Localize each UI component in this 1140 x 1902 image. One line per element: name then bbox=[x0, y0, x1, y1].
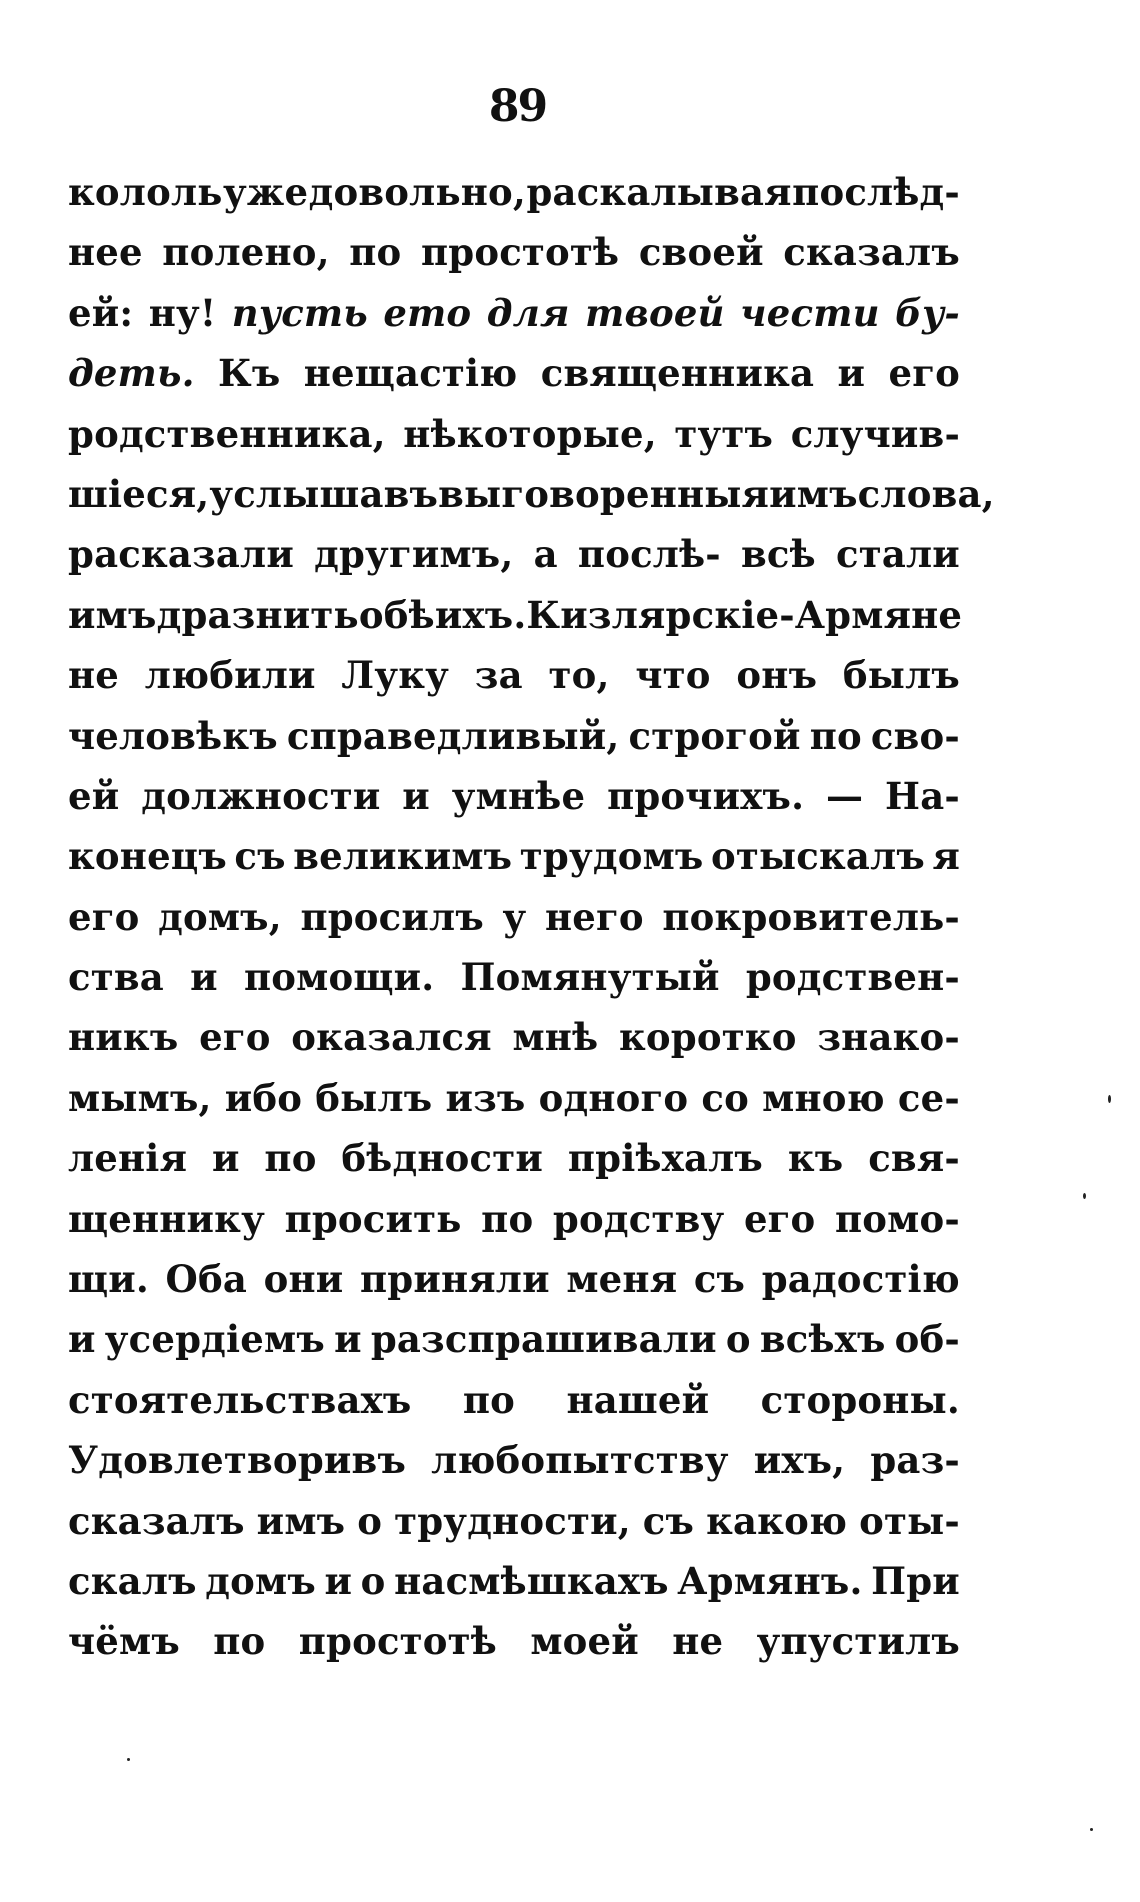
word: сказалъ bbox=[68, 1498, 245, 1543]
text-line bbox=[68, 706, 960, 766]
word: уже bbox=[223, 170, 309, 214]
word: помощи. bbox=[243, 955, 435, 1000]
word: ихъ, bbox=[753, 1438, 846, 1483]
word: шіеся, bbox=[68, 471, 210, 516]
word: по bbox=[213, 1619, 266, 1664]
word: помо- bbox=[835, 1196, 960, 1241]
word: по bbox=[462, 1377, 516, 1422]
text-line bbox=[68, 585, 963, 645]
text-line bbox=[68, 343, 960, 403]
word: Луку bbox=[341, 653, 450, 698]
word: его bbox=[743, 1196, 816, 1241]
word: со bbox=[701, 1075, 750, 1120]
word: твоей bbox=[585, 290, 725, 335]
word: о bbox=[360, 1558, 386, 1603]
word: родственника, bbox=[68, 411, 386, 456]
word: мною bbox=[762, 1075, 885, 1120]
word: услышавъ bbox=[209, 471, 439, 516]
text-line bbox=[68, 1551, 960, 1611]
word: имъ bbox=[769, 471, 858, 516]
word: Удовлетворивъ bbox=[68, 1438, 407, 1483]
word: по bbox=[809, 713, 862, 758]
word: тутъ bbox=[674, 411, 774, 456]
word: не bbox=[672, 1619, 724, 1664]
text-line bbox=[68, 1249, 960, 1309]
word: великимъ bbox=[293, 834, 513, 879]
word: любопытству bbox=[431, 1438, 729, 1483]
word: какою bbox=[706, 1498, 848, 1543]
word: довольно, bbox=[308, 170, 527, 214]
word: его bbox=[68, 894, 140, 939]
word: послѣд- bbox=[792, 170, 960, 214]
word: простотѣ bbox=[420, 230, 620, 275]
word: родствен- bbox=[745, 955, 960, 1000]
word: его bbox=[199, 1015, 271, 1060]
word: домъ, bbox=[158, 894, 282, 939]
word: об- bbox=[894, 1317, 960, 1362]
word: Помянутый bbox=[460, 955, 720, 1000]
word: дразнить bbox=[156, 592, 359, 637]
text-line bbox=[68, 1189, 960, 1249]
word: о bbox=[357, 1498, 383, 1543]
text-line bbox=[68, 947, 960, 1007]
word: щи. bbox=[68, 1257, 149, 1302]
word: а bbox=[533, 532, 558, 577]
word: покровитель- bbox=[662, 894, 960, 939]
text-line bbox=[68, 1370, 960, 1430]
word: скалъ bbox=[68, 1558, 197, 1603]
word: и bbox=[190, 955, 218, 1000]
text-line bbox=[68, 766, 960, 826]
word: Армянъ. bbox=[677, 1558, 863, 1603]
text-line bbox=[68, 826, 960, 886]
text-line bbox=[68, 524, 960, 584]
word: они bbox=[263, 1257, 344, 1302]
word: приняли bbox=[360, 1257, 550, 1302]
word: былъ bbox=[315, 1075, 433, 1120]
text-line bbox=[68, 1611, 960, 1671]
word: моей bbox=[530, 1619, 639, 1664]
word: упустилъ bbox=[756, 1619, 960, 1664]
word: умнѣе bbox=[451, 773, 586, 818]
word: Кизлярскіе-Армяне bbox=[526, 592, 963, 637]
word: раскалывая bbox=[526, 170, 792, 214]
word: домъ bbox=[205, 1558, 316, 1603]
text-line bbox=[68, 1430, 960, 1490]
page-number: 89 bbox=[488, 81, 547, 132]
word: и bbox=[402, 773, 430, 818]
word: разспрашивали bbox=[370, 1317, 717, 1362]
word: обѣихъ. bbox=[358, 592, 527, 637]
text-line bbox=[68, 464, 995, 524]
word: человѣкъ bbox=[68, 713, 278, 758]
word: и bbox=[324, 1558, 353, 1603]
word: знако- bbox=[817, 1015, 960, 1060]
word: стали bbox=[835, 532, 960, 577]
word: имъ bbox=[68, 592, 157, 637]
word: бу- bbox=[895, 290, 960, 335]
text-line bbox=[68, 887, 960, 947]
print-speck bbox=[1090, 1828, 1093, 1831]
word: одного bbox=[538, 1075, 689, 1120]
word: — bbox=[826, 773, 864, 818]
word: ей: bbox=[68, 290, 134, 335]
word: сказалъ bbox=[783, 230, 960, 275]
word: стороны. bbox=[760, 1377, 960, 1422]
word: нашей bbox=[566, 1377, 710, 1422]
word: всѣ bbox=[740, 532, 816, 577]
word: мнѣ bbox=[512, 1015, 599, 1060]
word: конецъ bbox=[68, 834, 227, 879]
word: него bbox=[545, 894, 644, 939]
word: строгой bbox=[628, 713, 801, 758]
word: мымъ, bbox=[68, 1075, 212, 1120]
word: послѣ- bbox=[577, 532, 721, 577]
word: любили bbox=[144, 653, 316, 698]
word: должности bbox=[141, 773, 381, 818]
word: усердіемъ bbox=[104, 1317, 325, 1362]
word: по bbox=[264, 1136, 317, 1181]
word: просилъ bbox=[300, 894, 484, 939]
word: что bbox=[635, 653, 711, 698]
word: всѣхъ bbox=[759, 1317, 886, 1362]
word: за bbox=[474, 653, 523, 698]
word: расказали bbox=[68, 532, 294, 577]
word: ну! bbox=[148, 290, 217, 335]
word: свя- bbox=[868, 1136, 960, 1181]
text-line bbox=[68, 1007, 960, 1067]
word: щеннику bbox=[68, 1196, 265, 1241]
word: по bbox=[481, 1196, 534, 1241]
word: слова, bbox=[857, 471, 995, 516]
print-speck bbox=[1083, 1193, 1086, 1199]
word: о bbox=[725, 1317, 751, 1362]
word: насмѣшкахъ bbox=[394, 1558, 669, 1603]
word: се- bbox=[897, 1075, 960, 1120]
word: чести bbox=[740, 290, 880, 335]
word: у bbox=[502, 894, 527, 939]
word: ей bbox=[68, 773, 120, 818]
word: бѣдности bbox=[341, 1136, 544, 1181]
word: стоятельствахъ bbox=[68, 1377, 412, 1422]
word: нее bbox=[68, 230, 143, 275]
word: пріѣхалъ bbox=[567, 1136, 764, 1181]
body-text bbox=[68, 162, 995, 1672]
word: священника bbox=[540, 351, 815, 396]
word: На- bbox=[885, 773, 960, 818]
word: по bbox=[349, 230, 402, 275]
text-line bbox=[68, 645, 960, 705]
word: коротко bbox=[618, 1015, 797, 1060]
print-speck bbox=[127, 1758, 130, 1761]
word: трудности, bbox=[394, 1498, 631, 1543]
word: меня bbox=[566, 1257, 678, 1302]
word: оты- bbox=[859, 1498, 960, 1543]
word: ето bbox=[383, 290, 472, 335]
word: съ bbox=[234, 834, 286, 879]
text-line bbox=[68, 283, 960, 343]
word: для bbox=[486, 290, 570, 335]
word: то, bbox=[548, 653, 610, 698]
word: я bbox=[932, 834, 960, 879]
text-line bbox=[68, 1128, 960, 1188]
text-line bbox=[68, 404, 960, 464]
word: просить bbox=[284, 1196, 462, 1241]
word: простотѣ bbox=[298, 1619, 498, 1664]
word: нещастію bbox=[303, 351, 518, 396]
word: оказался bbox=[291, 1015, 492, 1060]
word: его bbox=[888, 351, 960, 396]
word: ленія bbox=[68, 1136, 188, 1181]
word: и bbox=[68, 1317, 96, 1362]
word: пусть bbox=[231, 290, 368, 335]
text-line bbox=[68, 1309, 960, 1369]
word: раз- bbox=[870, 1438, 960, 1483]
word: ства bbox=[68, 955, 164, 1000]
word: имъ bbox=[256, 1498, 346, 1543]
word: и bbox=[334, 1317, 362, 1362]
word: другимъ, bbox=[314, 532, 514, 577]
word: чёмъ bbox=[68, 1619, 180, 1664]
word: справедливый, bbox=[286, 713, 620, 758]
word: Къ bbox=[218, 351, 281, 396]
word: радостію bbox=[761, 1257, 960, 1302]
print-speck bbox=[1108, 1095, 1111, 1103]
word: былъ bbox=[842, 653, 960, 698]
text-line bbox=[68, 222, 960, 282]
word: изъ bbox=[445, 1075, 526, 1120]
word: ибо bbox=[224, 1075, 303, 1120]
word: При bbox=[871, 1558, 960, 1603]
word: выговоренныя bbox=[438, 471, 770, 516]
word: съ bbox=[693, 1257, 746, 1302]
word: нѣкоторые, bbox=[403, 411, 657, 456]
word: родству bbox=[552, 1196, 725, 1241]
word: сво- bbox=[870, 713, 960, 758]
word: трудомъ bbox=[519, 834, 704, 879]
word: съ bbox=[642, 1498, 695, 1543]
word: никъ bbox=[68, 1015, 179, 1060]
word: и bbox=[211, 1136, 240, 1181]
word: онъ bbox=[736, 653, 818, 698]
word: къ bbox=[787, 1136, 844, 1181]
text-line bbox=[68, 1068, 960, 1128]
word: не bbox=[68, 653, 120, 698]
word: и bbox=[837, 351, 866, 396]
word: кололь bbox=[68, 170, 223, 214]
word: своей bbox=[638, 230, 764, 275]
word: Оба bbox=[165, 1257, 248, 1302]
word: случив- bbox=[790, 411, 960, 456]
text-line bbox=[68, 162, 960, 222]
word: полено, bbox=[162, 230, 330, 275]
word: отыскалъ bbox=[710, 834, 925, 879]
word: деть. bbox=[68, 351, 195, 396]
text-line bbox=[68, 1491, 960, 1551]
word: прочихъ. bbox=[607, 773, 805, 818]
